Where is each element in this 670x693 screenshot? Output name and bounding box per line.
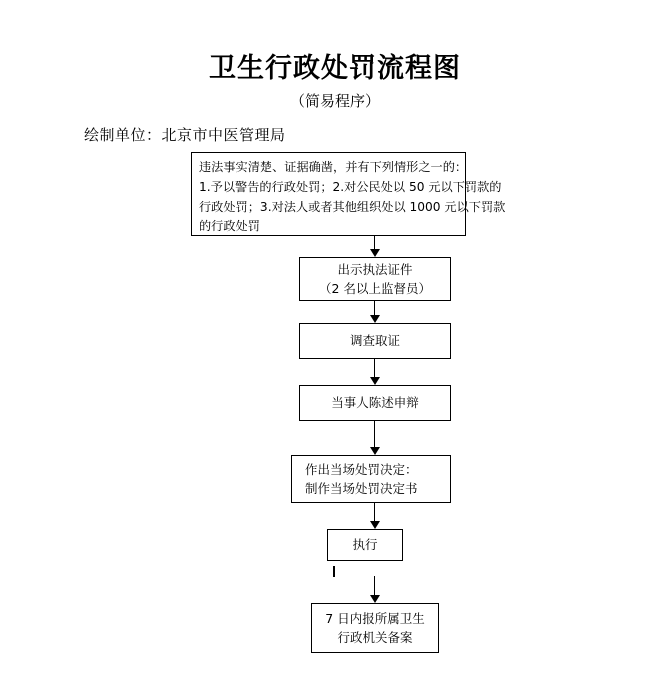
arrow-head-icon [370,447,380,455]
flow-node-report [311,603,439,653]
connector-stub [333,566,335,577]
arrow-head-icon [370,521,380,529]
flow-node-decision [291,455,451,503]
node-line: 1.予以警告的行政处罚；2.对公民处以 50 元以下罚款的 [199,179,502,194]
node-line: 作出当场处罚决定： [305,461,418,477]
flow-node-investigate [299,323,451,359]
arrow-head-icon [370,595,380,603]
drafter-label: 绘制单位：北京市中医管理局 [84,126,286,144]
page-title: 卫生行政处罚流程图 [209,53,461,84]
flow-node-statement [299,385,451,421]
node-line: 当事人陈述申辩 [331,395,419,411]
connector-line [374,503,375,521]
connector-line [374,576,375,595]
node-line: 执行 [352,537,378,553]
node-line: 的行政处罚 [199,219,260,234]
node-line: 行政处罚；3.对法人或者其他组织处以 1000 元以下罚款 [199,199,506,214]
node-line: 制作当场处罚决定书 [305,481,418,496]
flow-node-execute [327,529,403,561]
flow-node-credentials [299,257,451,301]
node-line: 7 日内报所属卫生 [325,610,425,626]
flow-node-condition [191,152,506,236]
connector-line [374,359,375,377]
arrow-head-icon [370,377,380,385]
arrow-head-icon [370,249,380,257]
node-line: 出示执法证件 [337,261,413,277]
connector-line [374,236,375,249]
connector-line [374,301,375,315]
connector-line [374,421,375,447]
node-line: 行政机关备案 [337,630,413,645]
node-line: 调查取证 [349,333,400,349]
page-subtitle: （简易程序） [289,92,380,110]
node-line: （2 名以上监督员） [319,281,431,296]
arrow-head-icon [370,315,380,323]
node-line: 违法事实清楚、证据确凿，并有下列情形之一的： [199,160,468,174]
